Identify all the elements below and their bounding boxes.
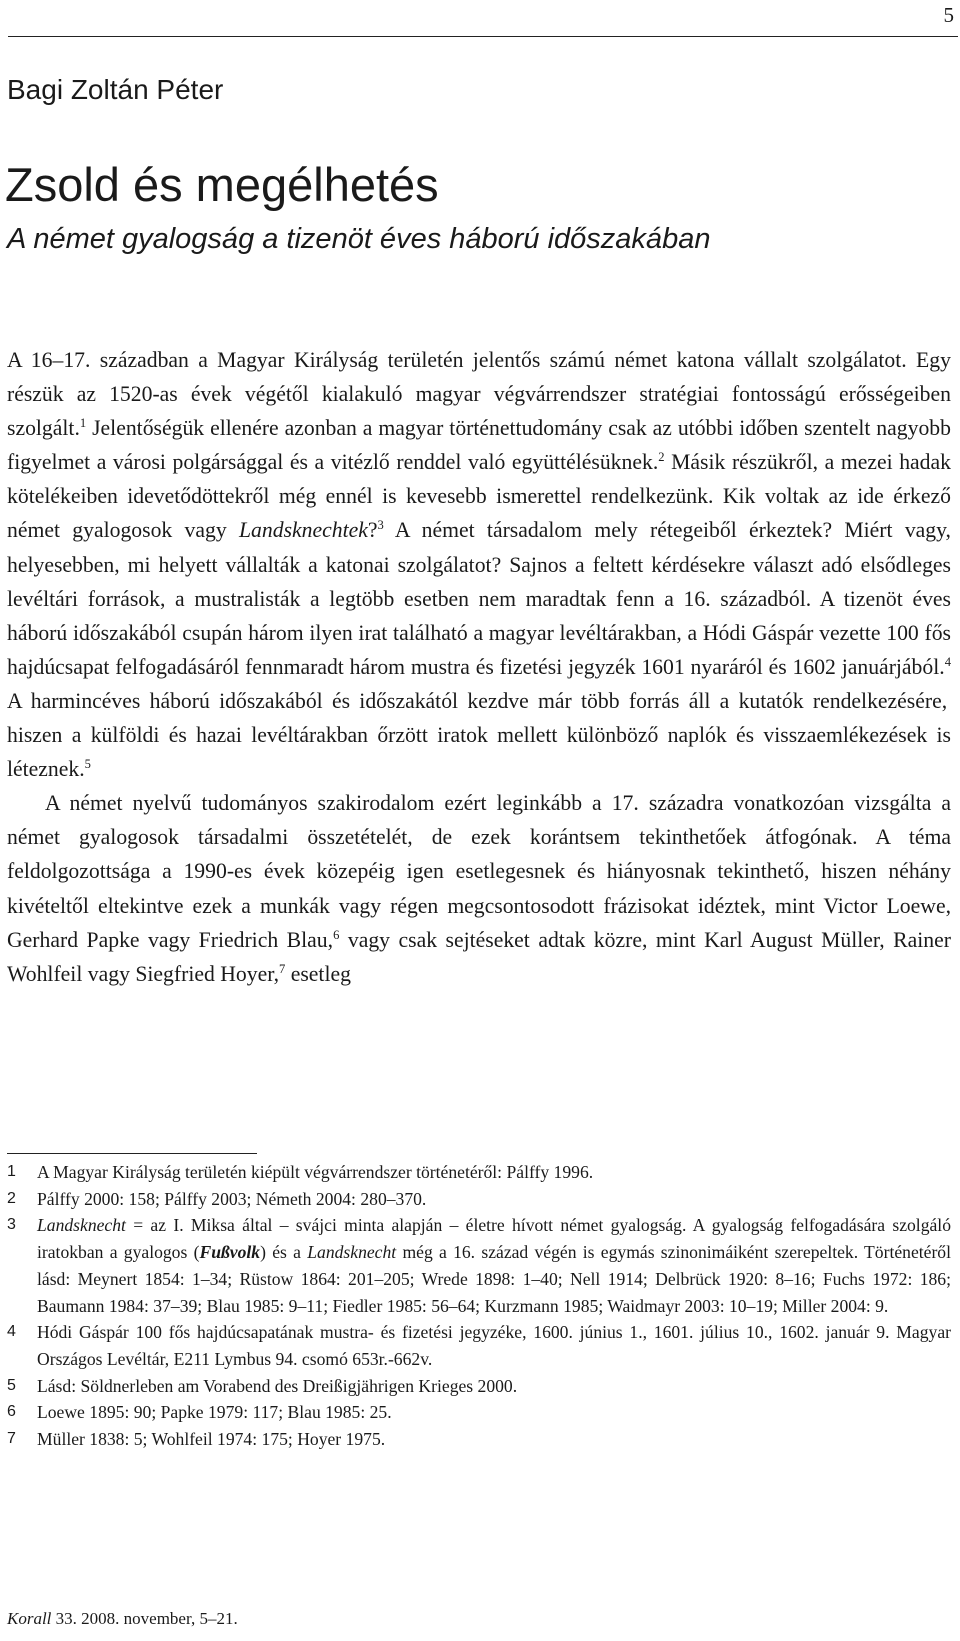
citation-details: 33. 2008. november, 5–21. bbox=[51, 1609, 238, 1628]
footnote-rule bbox=[7, 1153, 257, 1154]
body-span: A német társadalom mely rétegeiből érkeztek? Miért vagy, helyesebben, mi helyett vállalták a katonai szolgálatot? Sajnos a feltett kérdésekre választ adó elsődleges levéltári források, a mustralisták a legtöbb esetben nem maradtak fenn a 16. századból. A tizenöt éves háború időszakából csupán három ilyen irat található a magyar levéltárakban, a Hódi Gáspár vezette 100 fős hajdúcsapat felfogadásáról fennmaradt három mustra és fizetési jegyzék 1601 nyaráról és 1602 januárjából. bbox=[7, 518, 951, 679]
footnote-text: A Magyar Királyság területén kiépült végvárrendszer történetéről: Pálffy 1996. bbox=[37, 1162, 594, 1182]
footnote-5 bbox=[7, 1373, 951, 1400]
footnote-number: 5 bbox=[7, 1376, 16, 1394]
article-subtitle: A német gyalogság a tizenöt éves háború időszakában bbox=[7, 223, 711, 255]
footnote-ref-7[interactable]: 7 bbox=[279, 961, 286, 976]
footnote-6 bbox=[7, 1399, 951, 1426]
italic-term: Landsknechtek bbox=[239, 518, 368, 543]
body-span: esetleg bbox=[285, 961, 351, 986]
author-name: Bagi Zoltán Péter bbox=[7, 74, 224, 105]
footnote-number: 2 bbox=[7, 1189, 16, 1207]
footnotes bbox=[7, 1159, 951, 1453]
footnote-ref-5[interactable]: 5 bbox=[84, 757, 91, 772]
body-span: vagy csak sejtéseket adtak közre, mint Karl August Müller, Rainer Wohlfeil vagy Siegfried Hoyer, bbox=[7, 927, 951, 986]
footnote-7 bbox=[7, 1426, 951, 1453]
body-span: ? bbox=[367, 518, 378, 543]
footnote-text: ) és a bbox=[260, 1242, 308, 1263]
footnote-text: Loewe 1895: 90; Papke 1979: 117; Blau 1985: 25. bbox=[37, 1402, 392, 1423]
body-span: Jelentőségük ellenére azonban a magyar történettudomány csak az utóbbi időben szentelt nagyobb figyelmet a városi polgársággal és a vitézlő renddel való együttélésüknek. bbox=[7, 416, 951, 475]
italic-term: Landsknecht bbox=[37, 1215, 126, 1236]
footnote-ref-3[interactable]: 3 bbox=[377, 518, 384, 533]
journal-citation bbox=[7, 1607, 238, 1631]
footnote-text: Hódi Gáspár 100 fős hajdúcsapatának mustra- és fizetési jegyzéke, 1600. június 1., 1601. július 10., 1602. január 9. Magyar Országos Levéltár, E211 Lymbus 94. csomó 653r.-662v. bbox=[37, 1322, 951, 1369]
footnote-3 bbox=[7, 1212, 951, 1319]
footnote-text: még a 16. század végén is egymás szinonimáiként szerepeltek. Történetéről lásd: Meynert 1854: 1–34; Rüstow 1864: 201–205; Wrede 1898: 1–40; Nell 1914; Delbrück 1920: 8–16; Fuchs 1972: 186; Baumann 1984: 37–39; Blau 1985: 9–11; Fiedler 1985: 56–64; Kurzmann 1985; Waidmayr 2003: 10–19; Miller 2004: 9. bbox=[37, 1242, 951, 1316]
footnote-2 bbox=[7, 1186, 951, 1213]
body-span: A német nyelvű tudományos szakirodalom ezért leginkább a 17. századra vonatkozóan vizsgálta a német gyalogosok társadalmi összetételét, de ezek korántsem tekinthetőek átfogónak. A téma feldolgozottsága a 1990-es évek közepéig igen esetlegesnek és hiányosnak tekinthető, hiszen néhány kivételtől eltekintve ezek a munkák vagy régen megcsontosodott frázisokat idéztek, mint Victor Loewe, Gerhard Papke vagy Friedrich Blau, bbox=[7, 791, 951, 952]
footnote-text: Pálffy 2000: 158; Pálffy 2003; Németh 2004: 280–370. bbox=[37, 1188, 427, 1209]
body-span: Másik részükről, a mezei hadak kötelékeiben idevetődöttekről még ennél is kevesebb ismerettel rendelkezünk. Kik voltak az ide érkező német gyalogosok vagy bbox=[7, 450, 951, 543]
footnote-text: Lásd: Söldnerleben am Vorabend des Dreißigjährigen Krieges 2000. bbox=[37, 1375, 518, 1396]
journal-name: Korall bbox=[7, 1609, 52, 1628]
paragraph-1 bbox=[7, 343, 951, 786]
footnote-number: 7 bbox=[7, 1430, 16, 1448]
footnote-1 bbox=[7, 1159, 951, 1186]
footnote-number: 6 bbox=[7, 1403, 16, 1421]
footnote-number: 3 bbox=[7, 1216, 16, 1234]
article-title: Zsold és megélhetés bbox=[5, 158, 439, 211]
footnote-text: Müller 1838: 5; Wohlfeil 1974: 175; Hoyer 1975. bbox=[37, 1429, 386, 1450]
footnote-ref-1[interactable]: 1 bbox=[79, 416, 87, 431]
footnote-ref-2[interactable]: 2 bbox=[658, 450, 665, 465]
italic-term-fussvolk: Fußvolk bbox=[199, 1242, 261, 1263]
footnote-text: = az I. Miksa által – svájci minta alapján – életre hívott német gyalogság. A gyalogság felfogadására szolgáló iratokban a gyalogos ( bbox=[37, 1215, 951, 1263]
footnote-ref-6[interactable]: 6 bbox=[333, 927, 340, 942]
footnote-4 bbox=[7, 1319, 951, 1372]
body-text bbox=[7, 343, 951, 991]
italic-term: Landsknecht bbox=[307, 1242, 397, 1263]
body-span: A harmincéves háború időszakából és időszakától kezdve már több forrás áll a kutatók rendelkezésére, hiszen a külföldi és hazai levéltárakban őrzött iratok mellett különböző naplók és visszaemlékezések is léteznek. bbox=[7, 688, 951, 782]
body-span: A 16–17. században a Magyar Királyság területén jelentős számú német katona vállalt szolgálatot. Egy részük az 1520-as évek végétől kialakuló magyar végvárrendszer stratégiai fontosságú erősségeiben szolgált. bbox=[7, 348, 951, 441]
footnote-number: 1 bbox=[7, 1163, 16, 1180]
footnote-number: 4 bbox=[7, 1323, 16, 1341]
page-number: 5 bbox=[943, 3, 954, 27]
footnote-ref-4[interactable]: 4 bbox=[944, 655, 951, 670]
paragraph-2 bbox=[7, 786, 951, 991]
header-rule bbox=[8, 36, 958, 37]
